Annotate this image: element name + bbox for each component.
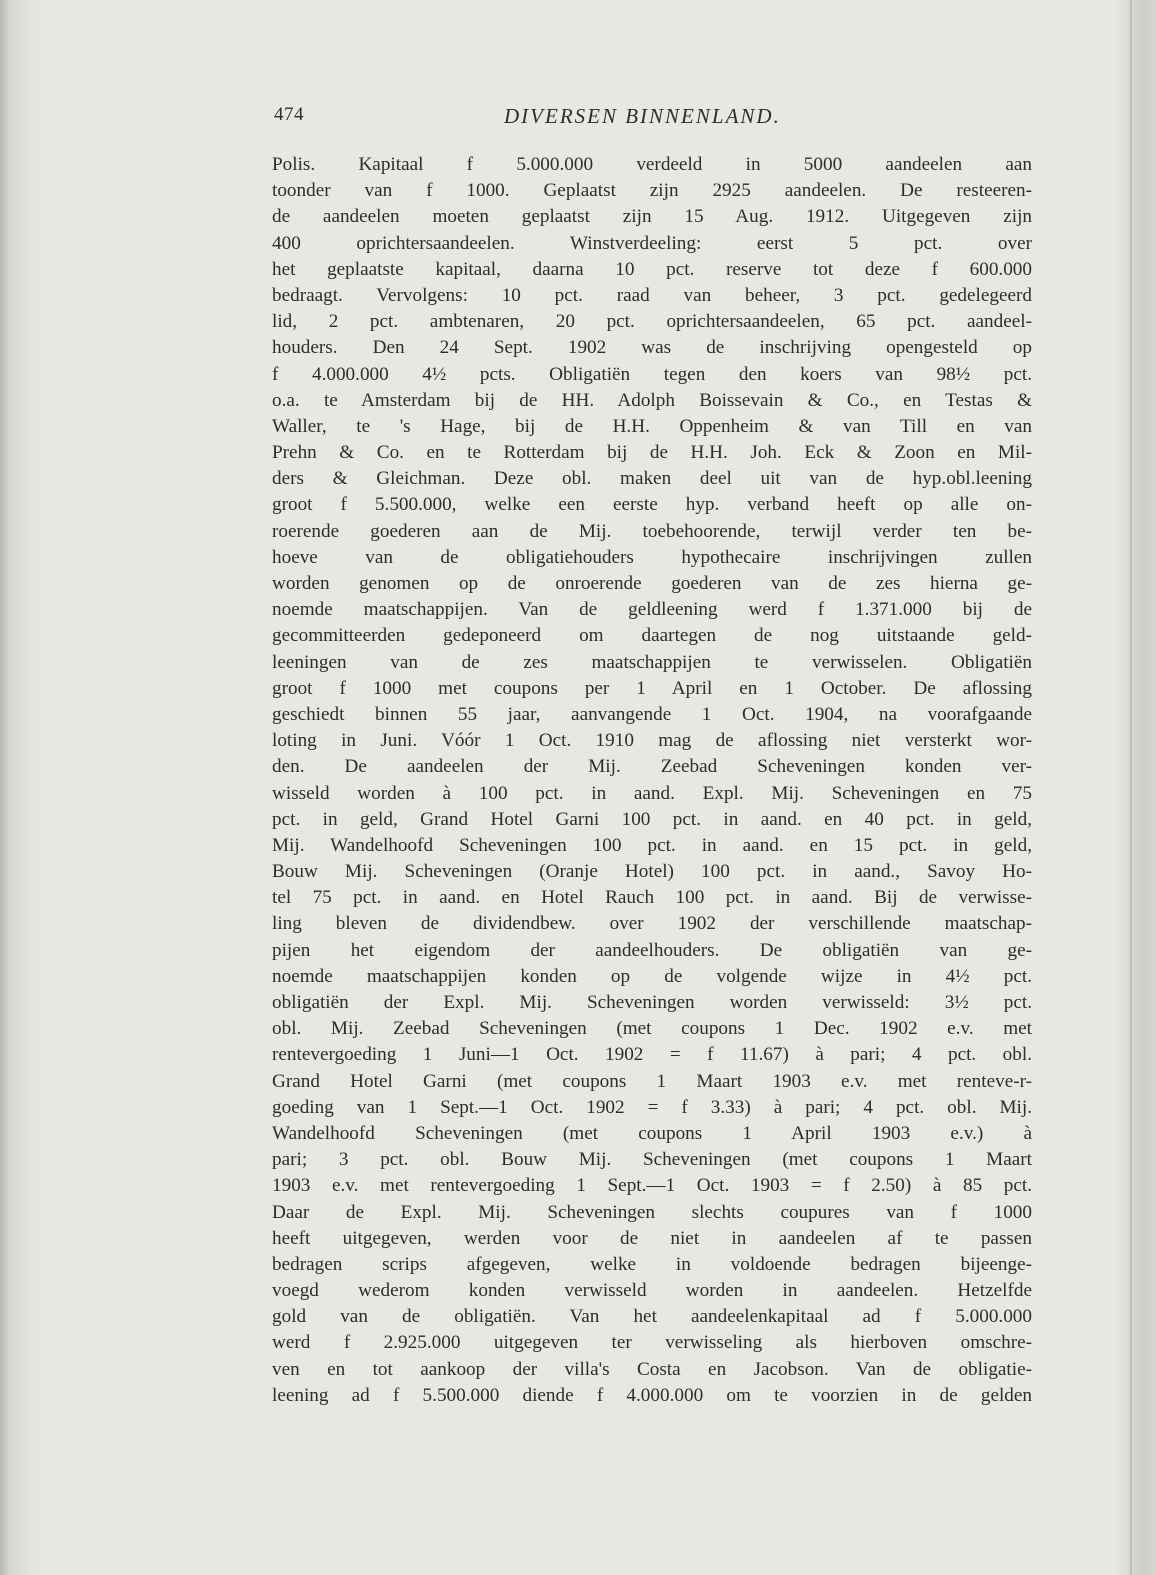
text-line: gecommitteerden gedeponeerd om daartegen de nog uitstaande geld- xyxy=(272,625,1032,647)
text-line: ders & Gleichman. Deze obl. maken deel uit van de hyp.obl.leening xyxy=(272,468,1032,490)
text-line: lid, 2 pct. ambtenaren, 20 pct. oprichtersaandeelen, 65 pct. aandeel- xyxy=(272,311,1032,333)
text-line: leeningen van de zes maatschappijen te verwisselen. Obligatiën xyxy=(272,651,1032,673)
text-line: rentevergoeding 1 Juni—1 Oct. 1902 = f 11.67) à pari; 4 pct. obl. xyxy=(272,1044,1032,1066)
binding-line xyxy=(1130,0,1132,1575)
text-line: leening ad f 5.500.000 diende f 4.000.000 om te voorzien in de gelden xyxy=(272,1384,1032,1406)
text-line: Daar de Expl. Mij. Scheveningen slechts coupures van f 1000 xyxy=(272,1201,1032,1223)
text-line: bedraagt. Vervolgens: 10 pct. raad van beheer, 3 pct. gedelegeerd xyxy=(272,284,1032,306)
text-line: de aandeelen moeten geplaatst zijn 15 Aug. 1912. Uitgegeven zijn xyxy=(272,206,1032,228)
text-line: pijen het eigendom der aandeelhouders. De obligatiën van ge- xyxy=(272,939,1032,961)
text-line: Grand Hotel Garni (met coupons 1 Maart 1903 e.v. met renteve‑r- xyxy=(272,1070,1032,1092)
text-line: toonder van f 1000. Geplaatst zijn 2925 aandeelen. De resteeren- xyxy=(272,180,1032,202)
text-line: Mij. Wandelhoofd Scheveningen 100 pct. in aand. en 15 pct. in geld, xyxy=(272,834,1032,856)
text-line: Bouw Mij. Scheveningen (Oranje Hotel) 100 pct. in aand., Savoy Ho- xyxy=(272,861,1032,883)
text-line: tel 75 pct. in aand. en Hotel Rauch 100 pct. in aand. Bij de verwisse- xyxy=(272,887,1032,909)
text-line: noemde maatschappijen. Van de geldleening werd f 1.371.000 bij de xyxy=(272,599,1032,621)
text-line: 1903 e.v. met rentevergoeding 1 Sept.—1 Oct. 1903 = f 2.50) à 85 pct. xyxy=(272,1175,1032,1197)
text-line: worden genomen op de onroerende goederen van de zes hierna ge- xyxy=(272,573,1032,594)
text-line: obligatiën der Expl. Mij. Scheveningen worden verwisseld: 3½ pct. xyxy=(272,992,1032,1013)
text-line: ven en tot aankoop der villa's Costa en Jacobson. Van de obligatie- xyxy=(272,1358,1032,1380)
page-header xyxy=(274,100,1034,136)
text-line: Wandelhoofd Scheveningen (met coupons 1 April 1903 e.v.) à xyxy=(272,1122,1032,1144)
running-head: DIVERSEN BINNENLAND. xyxy=(504,104,781,128)
text-line: Waller, te 's Hage, bij de H.H. Oppenheim & van Till en van xyxy=(272,415,1032,437)
text-line: voegd wederom konden verwisseld worden in aandeelen. Hetzelfde xyxy=(272,1280,1032,1302)
text-line: groot f 5.500.000, welke een eerste hyp. verband heeft op alle on- xyxy=(272,494,1032,516)
body-text xyxy=(272,152,1032,1409)
text-line: pct. in geld, Grand Hotel Garni 100 pct. in aand. en 40 pct. in geld, xyxy=(272,808,1032,830)
text-line: geschiedt binnen 55 jaar, aanvangende 1 Oct. 1904, na voorafgaande xyxy=(272,703,1032,725)
left-page-gutter xyxy=(0,0,62,1575)
text-line: noemde maatschappijen konden op de volgende wijze in 4½ pct. xyxy=(272,965,1032,987)
page-number: 474 xyxy=(274,104,304,125)
text-line: den. De aandeelen der Mij. Zeebad Scheveningen konden ver- xyxy=(272,756,1032,778)
text-line: werd f 2.925.000 uitgegeven ter verwisseling als hierboven omschre- xyxy=(272,1332,1032,1354)
text-line: loting in Juni. Vóór 1 Oct. 1910 mag de aflossing niet versterkt wor- xyxy=(272,730,1032,752)
text-line: pari; 3 pct. obl. Bouw Mij. Scheveningen (met coupons 1 Maart xyxy=(272,1149,1032,1171)
text-line: gold van de obligatiën. Van het aandeelenkapitaal ad f 5.000.000 xyxy=(272,1306,1032,1328)
text-line: 400 oprichtersaandeelen. Winstverdeeling: eerst 5 pct. over xyxy=(272,232,1032,254)
text-line: goeding van 1 Sept.—1 Oct. 1902 = f 3.33) à pari; 4 pct. obl. Mij. xyxy=(272,1096,1032,1118)
right-page-edge xyxy=(1116,0,1156,1575)
text-line: ling bleven de dividendbew. over 1902 der verschillende maatschap- xyxy=(272,913,1032,935)
text-line: obl. Mij. Zeebad Scheveningen (met coupons 1 Dec. 1902 e.v. met xyxy=(272,1018,1032,1040)
text-line: roerende goederen aan de Mij. toebehoorende, terwijl verder ten be- xyxy=(272,520,1032,542)
text-line: het geplaatste kapitaal, daarna 10 pct. reserve tot deze f 600.000 xyxy=(272,258,1032,280)
text-line: bedragen scrips afgegeven, welke in voldoende bedragen bijeenge- xyxy=(272,1253,1032,1275)
text-line: Prehn & Co. en te Rotterdam bij de H.H. Joh. Eck & Zoon en Mil- xyxy=(272,442,1032,464)
text-line: Polis. Kapitaal f 5.000.000 verdeeld in 5000 aandeelen aan xyxy=(272,154,1032,175)
text-line: wisseld worden à 100 pct. in aand. Expl. Mij. Scheveningen en 75 xyxy=(272,782,1032,804)
text-line: o.a. te Amsterdam bij de HH. Adolph Boissevain & Co., en Testas & xyxy=(272,389,1032,411)
text-line: hoeve van de obligatiehouders hypothecaire inschrijvingen zullen xyxy=(272,546,1032,568)
text-line: houders. Den 24 Sept. 1902 was de inschrijving opengesteld op xyxy=(272,337,1032,359)
text-line: f 4.000.000 4½ pcts. Obligatiën tegen den koers van 98½ pct. xyxy=(272,363,1032,385)
text-line: groot f 1000 met coupons per 1 April en 1 October. De aflossing xyxy=(272,677,1032,699)
text-line: heeft uitgegeven, werden voor de niet in aandeelen af te passen xyxy=(272,1227,1032,1249)
